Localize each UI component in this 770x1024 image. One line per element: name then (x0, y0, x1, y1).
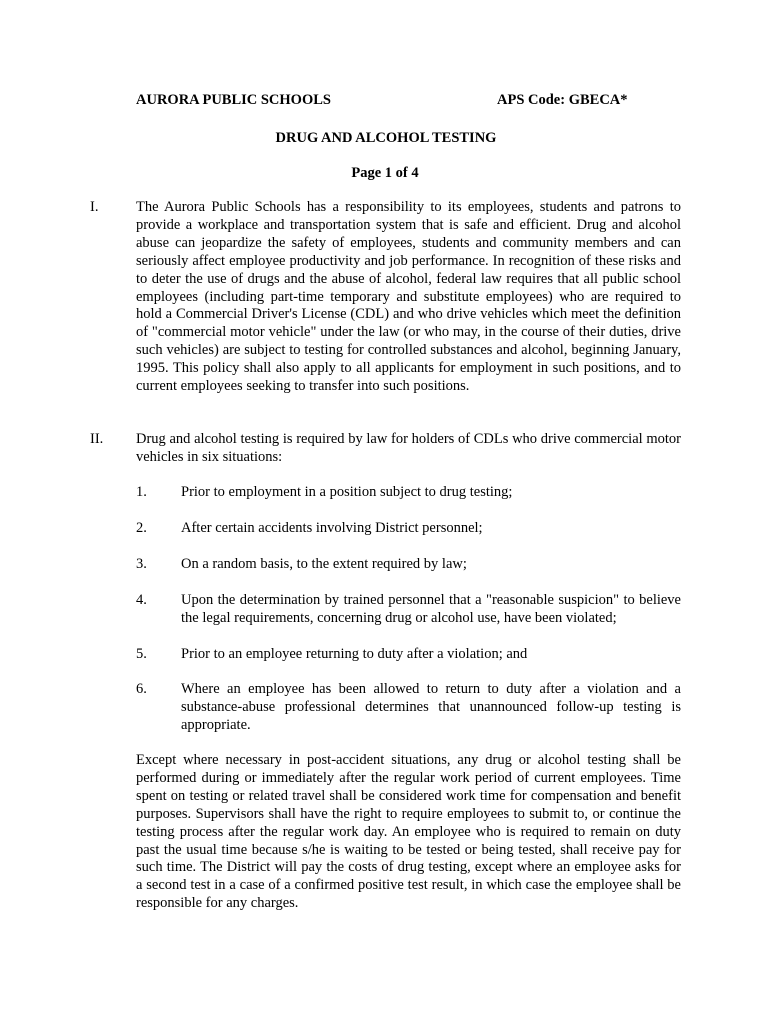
list-item-number: 2. (136, 520, 147, 536)
section-2-numeral: II. (90, 431, 104, 447)
list-item-text: Upon the determination by trained personnel that a "reasonable suspicion" to believe the legal requirements, concerning drug or alcohol use, have been violated; (181, 592, 681, 626)
section-1-numeral: I. (90, 199, 99, 215)
list-item-number: 6. (136, 681, 147, 697)
list-item-text: Prior to an employee returning to duty after a violation; and (181, 646, 528, 662)
policy-code: APS Code: GBECA* (497, 92, 628, 108)
list-item-number: 5. (136, 646, 147, 662)
document-title-text: DRUG AND ALCOHOL TESTING (275, 130, 497, 146)
section-1-text: The Aurora Public Schools has a responsibility to its employees, students and patrons to provide a workplace and transportation system that is safe and efficient. Drug and alcohol abuse can jeopardize the safety of employees, students and community members and can seriously affect employee productivity and job performance. In recognition of these risks and to deter the use of drugs and the abuse of alcohol, federal law requires that all public school employees (including part-time temporary and substitute employees) who are required to hold a Commercial Driver's License (CDL) and who drive vehicles which meet the definition of "commercial motor vehicle" under the law (or who may, in the course of their duties, drive such vehicles) are subject to testing for controlled substances and alcohol, beginning January, 1995. This policy shall also apply to all applicants for employment in such positions, and to current employees seeking to transfer into such positions. (136, 199, 681, 395)
list-item-number: 4. (136, 592, 147, 608)
list-item-text: Prior to employment in a position subject to drug testing; (181, 484, 513, 500)
list-item-text: After certain accidents involving District personnel; (181, 520, 483, 536)
page-number: Page 1 of 4 (351, 165, 419, 181)
organization-name: AURORA PUBLIC SCHOOLS (136, 92, 331, 108)
list-item-text: On a random basis, to the extent required by law; (181, 556, 467, 572)
section-2-intro: Drug and alcohol testing is required by law for holders of CDLs who drive commercial motor vehicles in six situations: (136, 431, 681, 465)
list-item-text: Where an employee has been allowed to return to duty after a violation and a substance-abuse professional determines that unannounced follow-up testing is appropriate. (181, 681, 681, 733)
document-title (0, 130, 770, 147)
list-item-number: 1. (136, 484, 147, 500)
list-item-number: 3. (136, 556, 147, 572)
section-2-closing: Except where necessary in post-accident situations, any drug or alcohol testing shall be performed during or immediately after the regular work period of current employees. Time spent on testing or related travel shall be considered work time for compensation and benefit purposes. Supervisors shall have the right to require employees to submit to, or continue the testing process after the regular work day. An employee who is required to remain on duty past the usual time because s/he is waiting to be tested or being tested, shall receive pay for such time. The District will pay the costs of drug testing, except where an employee asks for a second test in a case of a confirmed positive test result, in which case the employee shall be responsible for any charges. (136, 752, 681, 912)
